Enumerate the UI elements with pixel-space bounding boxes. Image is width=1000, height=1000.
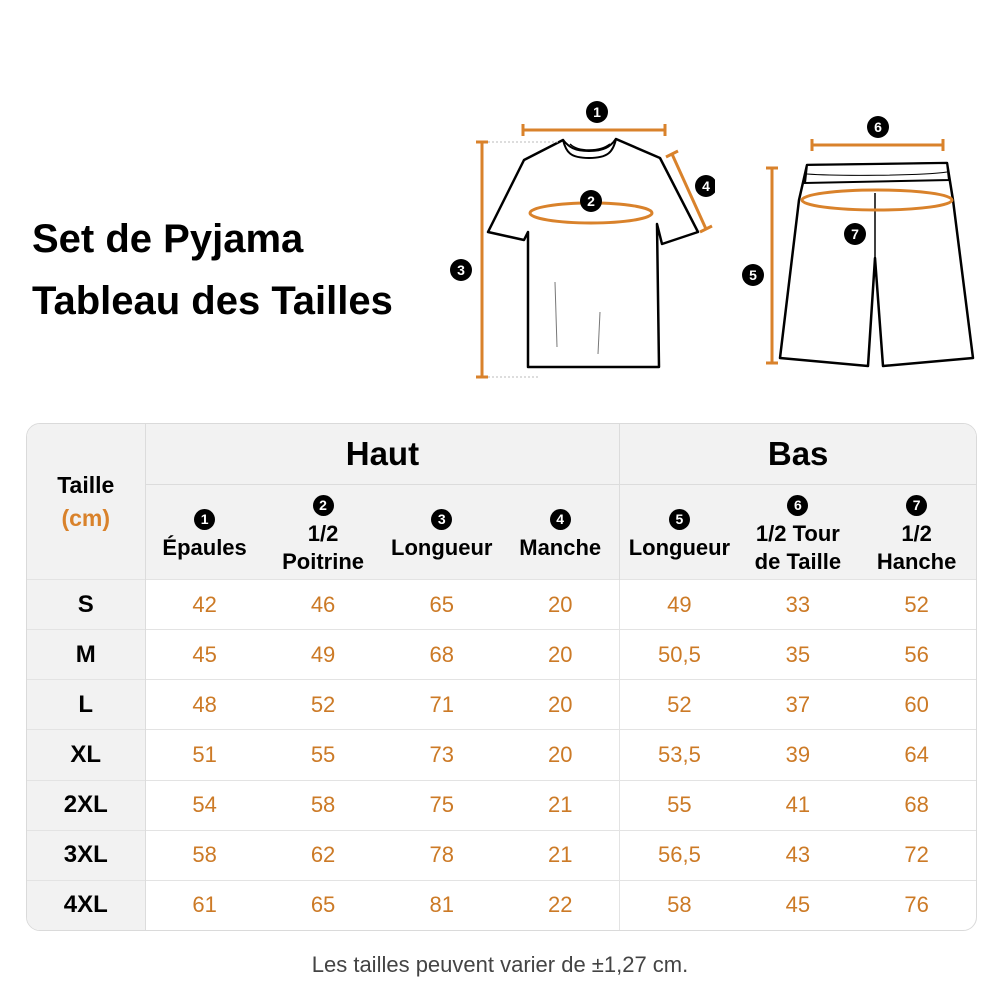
value-cell: 64 bbox=[857, 730, 976, 780]
value-cell: 52 bbox=[857, 580, 976, 630]
value-cell: 55 bbox=[620, 780, 739, 830]
value-cell: 42 bbox=[145, 580, 264, 630]
value-cell: 21 bbox=[501, 780, 620, 830]
column-label-line-1: Longueur bbox=[628, 534, 731, 560]
value-cell: 68 bbox=[857, 780, 976, 830]
table-row bbox=[27, 580, 976, 630]
size-cell: S bbox=[27, 580, 145, 630]
size-table-card bbox=[26, 423, 977, 931]
value-cell: 20 bbox=[501, 730, 620, 780]
value-cell: 56,5 bbox=[620, 830, 739, 880]
value-cell: 56 bbox=[857, 630, 976, 680]
column-header-2 bbox=[264, 485, 383, 580]
marker-badge: 5 bbox=[669, 509, 690, 530]
column-header-6 bbox=[739, 485, 858, 580]
table-row bbox=[27, 630, 976, 680]
value-cell: 65 bbox=[264, 880, 383, 930]
svg-text:2: 2 bbox=[587, 193, 595, 209]
column-label-line-2: Poitrine bbox=[282, 548, 364, 574]
value-cell: 21 bbox=[501, 830, 620, 880]
value-cell: 50,5 bbox=[620, 630, 739, 680]
size-header-label: Taille bbox=[57, 472, 115, 499]
value-cell: 22 bbox=[501, 880, 620, 930]
value-cell: 58 bbox=[620, 880, 739, 930]
size-table bbox=[27, 424, 976, 930]
value-cell: 51 bbox=[145, 730, 264, 780]
value-cell: 45 bbox=[739, 880, 858, 930]
value-cell: 45 bbox=[145, 630, 264, 680]
value-cell: 58 bbox=[264, 780, 383, 830]
column-header-4 bbox=[501, 485, 620, 580]
size-column-header bbox=[27, 424, 145, 580]
size-cell: L bbox=[27, 680, 145, 730]
value-cell: 20 bbox=[501, 580, 620, 630]
tshirt-outline bbox=[488, 139, 698, 367]
title-line-2: Tableau des Tailles bbox=[32, 279, 393, 323]
column-header-3 bbox=[382, 485, 501, 580]
value-cell: 41 bbox=[739, 780, 858, 830]
column-header-1 bbox=[145, 485, 264, 580]
marker-badge: 4 bbox=[550, 509, 571, 530]
value-cell: 43 bbox=[739, 830, 858, 880]
column-label-line-2: de Taille bbox=[754, 548, 842, 574]
size-variation-note: Les tailles peuvent varier de ±1,27 cm. bbox=[311, 952, 689, 977]
table-row bbox=[27, 880, 976, 930]
table-row bbox=[27, 730, 976, 780]
shorts-outline bbox=[780, 163, 973, 366]
value-cell: 37 bbox=[739, 680, 858, 730]
column-header-5 bbox=[620, 485, 739, 580]
value-cell: 33 bbox=[739, 580, 858, 630]
svg-text:7: 7 bbox=[851, 226, 859, 242]
value-cell: 49 bbox=[620, 580, 739, 630]
value-cell: 20 bbox=[501, 680, 620, 730]
svg-text:5: 5 bbox=[749, 267, 757, 283]
value-cell: 73 bbox=[382, 730, 501, 780]
shorts-diagram bbox=[735, 108, 985, 383]
unit-label: (cm) bbox=[61, 504, 111, 531]
value-cell: 53,5 bbox=[620, 730, 739, 780]
svg-text:4: 4 bbox=[702, 178, 710, 194]
size-cell: 2XL bbox=[27, 780, 145, 830]
value-cell: 49 bbox=[264, 630, 383, 680]
value-cell: 48 bbox=[145, 680, 264, 730]
value-cell: 54 bbox=[145, 780, 264, 830]
value-cell: 81 bbox=[382, 880, 501, 930]
value-cell: 39 bbox=[739, 730, 858, 780]
size-cell: XL bbox=[27, 730, 145, 780]
column-label-line-1: 1/2 bbox=[901, 520, 932, 546]
size-cell: 4XL bbox=[27, 880, 145, 930]
value-cell: 61 bbox=[145, 880, 264, 930]
column-header-7 bbox=[857, 485, 976, 580]
shorts-waistband bbox=[805, 163, 949, 183]
table-row bbox=[27, 680, 976, 730]
value-cell: 78 bbox=[382, 830, 501, 880]
tshirt-diagram bbox=[440, 92, 715, 387]
group-header-bottom: Bas bbox=[620, 424, 976, 485]
marker-badge: 1 bbox=[194, 509, 215, 530]
marker-badge: 7 bbox=[906, 495, 927, 516]
column-label-line-1: Manche bbox=[519, 534, 602, 560]
value-cell: 52 bbox=[264, 680, 383, 730]
column-label-line-1: 1/2 bbox=[307, 520, 339, 546]
value-cell: 35 bbox=[739, 630, 858, 680]
table-row bbox=[27, 830, 976, 880]
svg-text:3: 3 bbox=[457, 262, 465, 278]
value-cell: 20 bbox=[501, 630, 620, 680]
value-cell: 60 bbox=[857, 680, 976, 730]
value-cell: 46 bbox=[264, 580, 383, 630]
value-cell: 62 bbox=[264, 830, 383, 880]
value-cell: 55 bbox=[264, 730, 383, 780]
value-cell: 52 bbox=[620, 680, 739, 730]
svg-text:1: 1 bbox=[593, 104, 601, 120]
svg-text:6: 6 bbox=[874, 119, 882, 135]
marker-badge: 3 bbox=[431, 509, 452, 530]
value-cell: 68 bbox=[382, 630, 501, 680]
value-cell: 76 bbox=[857, 880, 976, 930]
column-label-line-1: Épaules bbox=[162, 534, 247, 560]
title-line-1: Set de Pyjama bbox=[32, 217, 304, 261]
page-title bbox=[32, 208, 393, 332]
marker-badge: 2 bbox=[313, 495, 334, 516]
value-cell: 58 bbox=[145, 830, 264, 880]
value-cell: 71 bbox=[382, 680, 501, 730]
group-header-top: Haut bbox=[145, 424, 620, 485]
value-cell: 72 bbox=[857, 830, 976, 880]
column-label-line-1: 1/2 Tour bbox=[755, 520, 840, 546]
value-cell: 65 bbox=[382, 580, 501, 630]
table-row bbox=[27, 780, 976, 830]
size-cell: 3XL bbox=[27, 830, 145, 880]
column-label-line-2: Hanche bbox=[876, 548, 957, 574]
column-label-line-1: Longueur bbox=[391, 534, 493, 560]
marker-badge: 6 bbox=[787, 495, 808, 516]
size-cell: M bbox=[27, 630, 145, 680]
value-cell: 75 bbox=[382, 780, 501, 830]
